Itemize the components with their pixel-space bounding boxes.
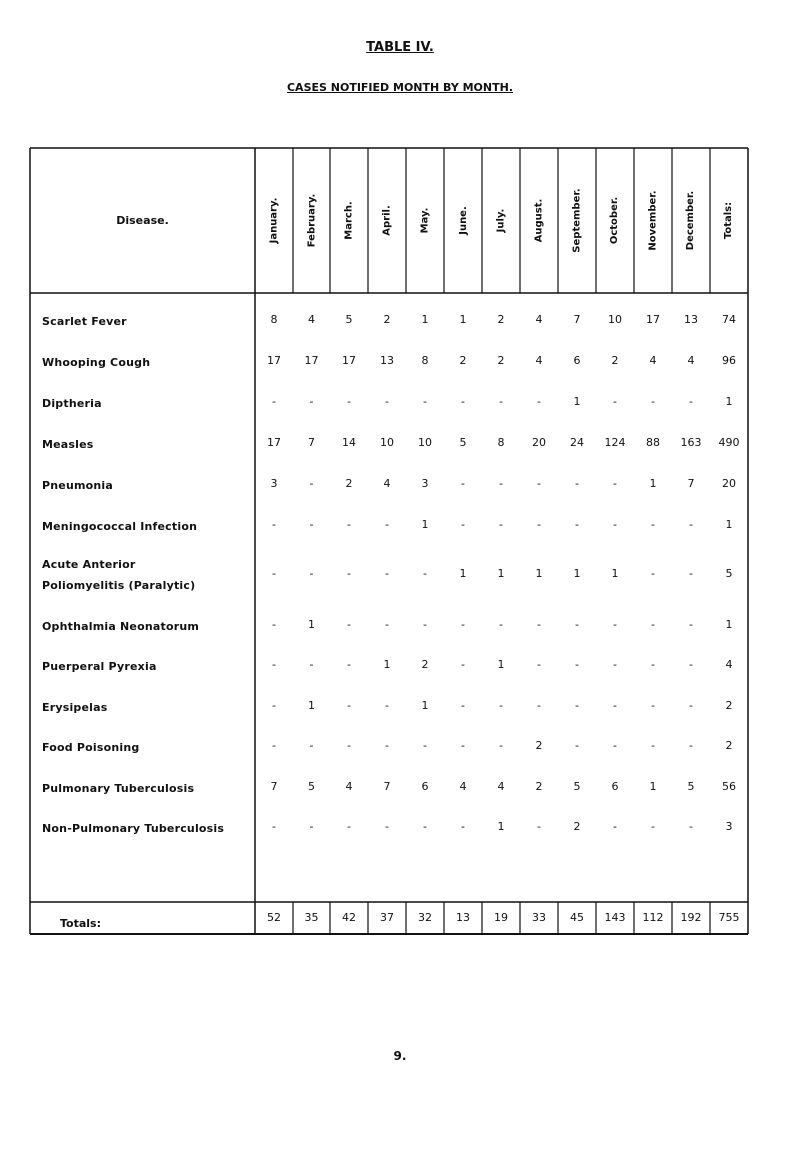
disease-name-line: Puerperal Pyrexia — [42, 659, 157, 673]
table-cell: - — [537, 820, 541, 833]
disease-name-line: Poliomyelitis (Paralytic) — [42, 579, 196, 592]
table-cell: 4 — [649, 354, 657, 367]
table-cell: 14 — [342, 436, 356, 449]
disease-name — [42, 778, 194, 799]
totals-cell: 33 — [532, 911, 546, 924]
table-cell: 124 — [604, 436, 626, 449]
table-cell: 2 — [459, 354, 467, 367]
table-cell: 2 — [535, 739, 543, 752]
disease-name-line: Acute Anterior — [42, 558, 136, 571]
table-cell: - — [272, 699, 276, 712]
table-cell: - — [272, 395, 276, 408]
table-cell: 2 — [725, 699, 733, 712]
column-header — [330, 148, 368, 293]
table-cell: - — [461, 518, 465, 531]
table-cell: - — [537, 518, 541, 531]
column-header-label: August. — [533, 198, 545, 243]
table-cell: - — [461, 739, 465, 752]
column-header-label: April. — [381, 205, 393, 236]
table-cell: 2 — [573, 820, 581, 833]
column-header-label: Totals: — [723, 201, 735, 240]
table-cell: 7 — [573, 313, 581, 326]
column-header — [255, 148, 293, 293]
table-cell: 1 — [611, 567, 619, 580]
column-header — [710, 148, 748, 293]
table-cell: - — [309, 739, 314, 752]
table-cell: - — [613, 618, 617, 631]
table-cell: - — [613, 699, 617, 712]
table-cell: - — [651, 395, 655, 408]
table-cell: - — [613, 518, 617, 531]
table-cell: 2 — [497, 313, 505, 326]
table-cell: 2 — [345, 477, 353, 490]
column-header — [520, 148, 558, 293]
column-header-label: October. — [609, 196, 621, 245]
table-cell: - — [423, 739, 427, 752]
table-cell: - — [347, 618, 351, 631]
disease-name — [42, 737, 140, 758]
table-cell: - — [651, 820, 655, 833]
table-cell: 8 — [497, 436, 505, 449]
disease-name — [42, 352, 150, 373]
disease-name-line: Diptheria — [42, 396, 102, 410]
table-cell: 4 — [535, 354, 543, 367]
totals-cell: 32 — [418, 911, 432, 924]
table-title: TABLE IV. — [366, 40, 434, 55]
table-cell: - — [461, 658, 465, 671]
table-cell: - — [689, 699, 693, 712]
table-cell: 2 — [421, 658, 429, 671]
column-header-label: June. — [457, 206, 469, 235]
table-cell: - — [385, 820, 389, 833]
table-cell: - — [272, 739, 276, 752]
table-cell: 20 — [722, 477, 736, 490]
table-cell: 1 — [421, 518, 429, 531]
table-cell: 1 — [497, 658, 505, 671]
disease-name-line: Pulmonary Tuberculosis — [42, 781, 195, 795]
table-cell: - — [689, 820, 693, 833]
table-cell: 2 — [497, 354, 505, 367]
table-cell: 3 — [270, 477, 278, 490]
table-cell: - — [689, 618, 693, 631]
table-cell: - — [689, 567, 693, 580]
table-cell: - — [575, 658, 579, 671]
table-cell: - — [575, 739, 579, 752]
table-cell: - — [537, 618, 541, 631]
table-cell: 1 — [497, 567, 505, 580]
table-cell: - — [499, 518, 503, 531]
table-cell: - — [347, 658, 351, 671]
table-cell: - — [613, 395, 617, 408]
disease-name — [42, 656, 157, 677]
table-cell: - — [347, 739, 351, 752]
table-cell: - — [309, 820, 314, 833]
totals-cell: 52 — [267, 911, 281, 924]
table-cell: 2 — [535, 780, 543, 793]
table-cell: - — [537, 395, 541, 408]
disease-name — [42, 516, 197, 537]
totals-cell: 13 — [456, 911, 470, 924]
table-cell: 13 — [684, 313, 698, 326]
table-cell: - — [689, 658, 693, 671]
disease-name-line: Scarlet Fever — [42, 314, 127, 328]
table-cell: 17 — [342, 354, 356, 367]
table-cell: 4 — [497, 780, 505, 793]
totals-cell: 37 — [380, 911, 394, 924]
table-cell: - — [461, 820, 465, 833]
table-cell: - — [385, 395, 389, 408]
table-cell: 6 — [611, 780, 619, 793]
disease-name-line: Pneumonia — [42, 478, 114, 492]
table-cell: 4 — [535, 313, 543, 326]
totals-cell: 112 — [642, 911, 664, 924]
table-cell: - — [651, 658, 655, 671]
column-header — [672, 148, 710, 293]
table-cell: 1 — [725, 395, 733, 408]
table-cell: - — [613, 477, 617, 490]
totals-cell: 19 — [494, 911, 508, 924]
table-cell: 1 — [497, 820, 505, 833]
disease-name — [42, 697, 108, 718]
table-cell: 2 — [725, 739, 733, 752]
table-cell: 24 — [570, 436, 584, 449]
table-cell: - — [272, 820, 276, 833]
disease-name — [42, 818, 224, 839]
table-cell: 1 — [573, 395, 581, 408]
disease-name-line: Non-Pulmonary Tuberculosis — [42, 821, 225, 835]
table-cell: - — [651, 739, 655, 752]
table-cell: 4 — [687, 354, 695, 367]
table-cell: 490 — [718, 436, 740, 449]
table-cell: - — [499, 477, 503, 490]
table-cell: - — [347, 395, 351, 408]
table-cell: 56 — [722, 780, 736, 793]
table-cell: - — [309, 567, 314, 580]
column-header-label: March. — [343, 201, 355, 240]
disease-column-header: Disease. — [116, 214, 169, 227]
table-cell: 96 — [722, 354, 736, 367]
table-cell: 13 — [380, 354, 394, 367]
disease-name — [42, 554, 195, 596]
table-cell: 88 — [646, 436, 660, 449]
table-cell: - — [309, 658, 314, 671]
table-cell: - — [499, 395, 503, 408]
disease-name-line: Whooping Cough — [42, 355, 151, 369]
column-header — [634, 148, 672, 293]
table-cell: 10 — [418, 436, 432, 449]
totals-cell: 45 — [570, 911, 584, 924]
table-cell: 1 — [649, 477, 657, 490]
table-cell: 1 — [573, 567, 581, 580]
disease-name-line: Measles — [42, 437, 94, 451]
table-cell: - — [689, 739, 693, 752]
totals-cell: 755 — [718, 911, 740, 924]
totals-row-label: Totals: — [60, 917, 101, 930]
table-cell: 74 — [722, 313, 736, 326]
column-header — [482, 148, 520, 293]
table-cell: 17 — [267, 354, 281, 367]
table-cell: - — [272, 518, 276, 531]
table-cell: - — [613, 658, 617, 671]
table-cell: 17 — [267, 436, 281, 449]
table-cell: 1 — [308, 699, 315, 712]
table-cell: - — [575, 699, 579, 712]
table-cell: - — [385, 567, 389, 580]
column-header-label: January. — [268, 197, 280, 244]
table-cell: 5 — [459, 436, 467, 449]
table-cell: - — [385, 618, 389, 631]
table-cell: 3 — [725, 820, 733, 833]
table-cell: - — [385, 518, 389, 531]
table-cell: 5 — [345, 313, 353, 326]
table-cell: 17 — [646, 313, 660, 326]
table-cell: 7 — [383, 780, 391, 793]
table-cell: 6 — [573, 354, 581, 367]
disease-name-line: Ophthalmia Neonatorum — [42, 619, 200, 633]
column-header-label: December. — [685, 190, 697, 251]
disease-name-line: Food Poisoning — [42, 740, 140, 754]
table-cell: - — [461, 477, 465, 490]
table-cell: 4 — [345, 780, 353, 793]
disease-name — [42, 311, 127, 332]
table-cell: - — [347, 820, 351, 833]
column-header-label: July. — [495, 208, 507, 233]
table-cell: - — [309, 518, 314, 531]
table-cell: 1 — [308, 618, 315, 631]
table-cell: - — [575, 477, 579, 490]
table-cell: - — [651, 567, 655, 580]
table-cell: 5 — [573, 780, 581, 793]
disease-name — [42, 616, 199, 637]
table-cell: - — [575, 518, 579, 531]
table-cell: 8 — [421, 354, 429, 367]
column-header — [293, 148, 330, 293]
column-header-label: September. — [571, 188, 583, 253]
table-cell: 1 — [459, 313, 467, 326]
table-cell: - — [651, 518, 655, 531]
column-header — [558, 148, 596, 293]
totals-cell: 143 — [604, 911, 626, 924]
table-cell: 4 — [383, 477, 391, 490]
table-cell: - — [613, 820, 617, 833]
totals-cell: 35 — [304, 911, 319, 924]
table-cell: - — [385, 699, 389, 712]
table-cell: - — [613, 739, 617, 752]
table-cell: 1 — [383, 658, 391, 671]
disease-name — [42, 475, 113, 496]
table-cell: 1 — [421, 699, 429, 712]
disease-name — [42, 393, 102, 414]
table-cell: 163 — [680, 436, 702, 449]
table-cell: - — [537, 477, 541, 490]
table-cell: - — [423, 618, 427, 631]
table-cell: 10 — [380, 436, 394, 449]
column-header — [444, 148, 482, 293]
totals-cell: 192 — [680, 911, 702, 924]
table-cell: - — [499, 618, 503, 631]
table-cell: 6 — [421, 780, 429, 793]
table-cell: - — [651, 699, 655, 712]
table-cell: 4 — [459, 780, 467, 793]
table-cell: - — [689, 518, 693, 531]
table-cell: - — [537, 699, 541, 712]
table-cell: 4 — [725, 658, 733, 671]
table-cell: 7 — [687, 477, 695, 490]
table-cell: - — [689, 395, 693, 408]
column-header — [368, 148, 406, 293]
table-cell: 1 — [725, 518, 733, 531]
table-cell: - — [309, 395, 314, 408]
table-cell: - — [272, 658, 276, 671]
table-cell: - — [347, 699, 351, 712]
totals-cell: 42 — [342, 911, 356, 924]
table-cell: 20 — [532, 436, 546, 449]
table-cell: - — [461, 699, 465, 712]
table-cell: 1 — [649, 780, 657, 793]
table-cell: - — [499, 739, 503, 752]
disease-name-line: Meningococcal Infection — [42, 519, 198, 533]
table-cell: - — [499, 699, 503, 712]
table-cell: 5 — [308, 780, 315, 793]
disease-name — [42, 434, 94, 455]
column-header-label: February. — [306, 193, 317, 248]
table-cell: - — [537, 658, 541, 671]
column-header-label: November. — [647, 190, 659, 251]
table-cell: 4 — [308, 313, 315, 326]
table-cell: - — [272, 567, 276, 580]
table-cell: 1 — [421, 313, 429, 326]
table-cell: - — [575, 618, 579, 631]
table-cell: - — [347, 518, 351, 531]
page-number: 9. — [393, 1049, 407, 1063]
table-cell: - — [461, 618, 465, 631]
table-cell: - — [423, 395, 427, 408]
table-cell: 5 — [725, 567, 733, 580]
table-cell: - — [309, 477, 314, 490]
table-cell: - — [651, 618, 655, 631]
table-cell: - — [461, 395, 465, 408]
table-cell: 2 — [383, 313, 391, 326]
column-header-label: May. — [419, 207, 431, 234]
table-cell: 7 — [308, 436, 315, 449]
table-cell: 2 — [611, 354, 619, 367]
table-cell: 7 — [270, 780, 278, 793]
table-cell: - — [272, 618, 276, 631]
table-cell: 3 — [421, 477, 429, 490]
table-cell: 5 — [687, 780, 695, 793]
table-cell: - — [423, 820, 427, 833]
table-cell: 1 — [535, 567, 543, 580]
table-cell: - — [423, 567, 427, 580]
table-cell: 8 — [270, 313, 278, 326]
table-subtitle: CASES NOTIFIED MONTH BY MONTH. — [286, 81, 514, 94]
table-cell: - — [385, 739, 389, 752]
table-cell: 1 — [725, 618, 733, 631]
column-header — [406, 148, 444, 293]
table-cell: 17 — [304, 354, 319, 367]
column-header — [596, 148, 634, 293]
disease-name-line: Erysipelas — [42, 700, 108, 714]
table-cell: 10 — [608, 313, 622, 326]
table-cell: 1 — [459, 567, 467, 580]
table-cell: - — [347, 567, 351, 580]
